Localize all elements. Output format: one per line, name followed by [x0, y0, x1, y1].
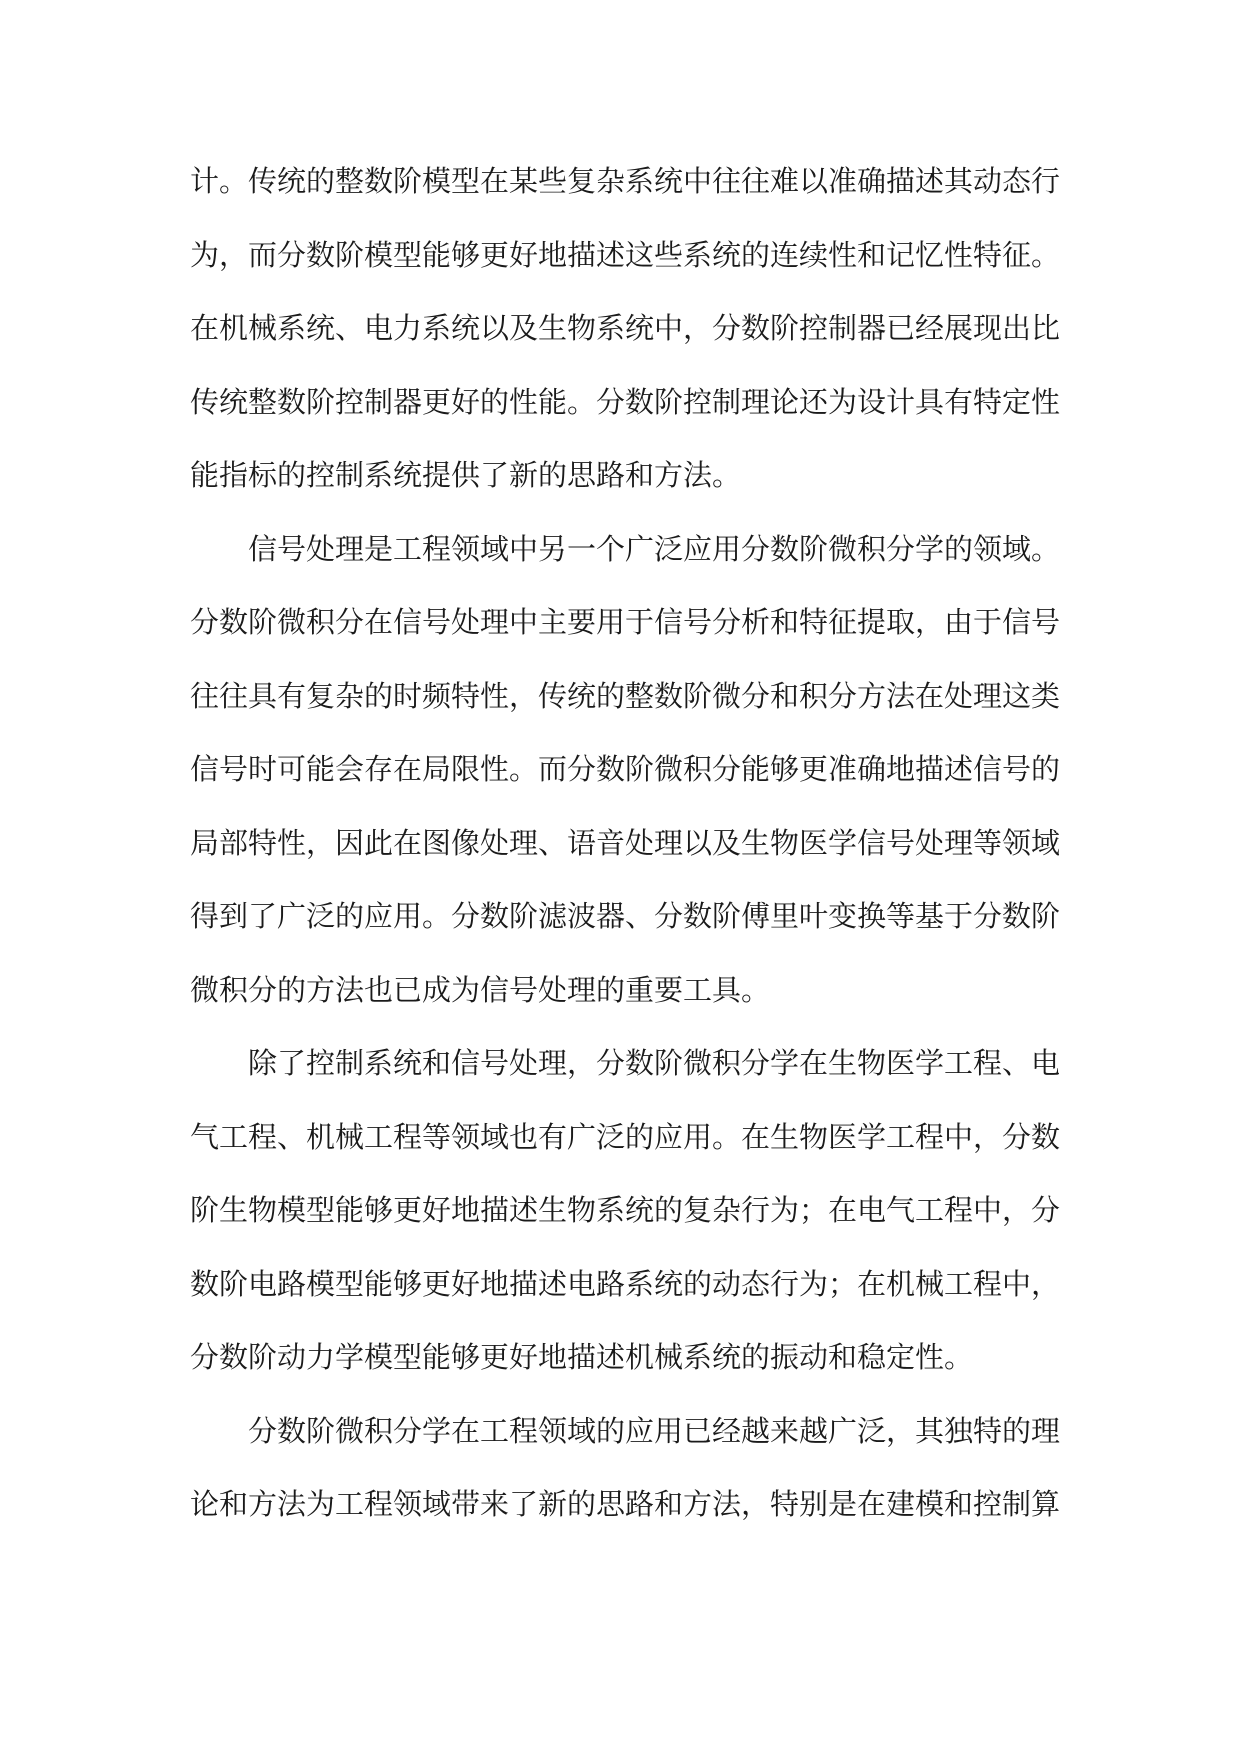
text-line: 在机械系统、电力系统以及生物系统中，分数阶控制器已经展现出比 — [190, 311, 1061, 345]
text-line: 传统整数阶控制器更好的性能。分数阶控制理论还为设计具有特定性 — [190, 384, 1061, 419]
text-line: 分数阶微积分在信号处理中主要用于信号分析和特征提取，由于信号 — [190, 605, 1061, 639]
text-line: 微积分的方法也已成为信号处理的重要工具。 — [190, 972, 771, 1007]
paragraph-first-line: 除了控制系统和信号处理，分数阶微积分学在生物医学工程、电 — [248, 1046, 1061, 1080]
paragraph-first-line: 信号处理是工程领域中另一个广泛应用分数阶微积分学的领域。 — [248, 531, 1061, 566]
text-line: 能指标的控制系统提供了新的思路和方法。 — [190, 458, 742, 492]
text-line: 往往具有复杂的时频特性，传统的整数阶微分和积分方法在处理这类 — [190, 678, 1061, 713]
paragraph-first-line: 分数阶微积分学在工程领域的应用已经越来越广泛，其独特的理 — [248, 1413, 1061, 1448]
text-line: 阶生物模型能够更好地描述生物系统的复杂行为；在电气工程中，分 — [190, 1193, 1061, 1227]
body-text — [190, 145, 1060, 1542]
text-line: 为，而分数阶模型能够更好地描述这些系统的连续性和记忆性特征。 — [190, 237, 1061, 272]
text-line: 得到了广泛的应用。分数阶滤波器、分数阶傅里叶变换等基于分数阶 — [190, 899, 1061, 933]
text-line: 数阶电路模型能够更好地描述电路系统的动态行为；在机械工程中， — [190, 1266, 1061, 1301]
text-line: 信号时可能会存在局限性。而分数阶微积分能够更准确地描述信号的 — [190, 752, 1061, 786]
text-line: 局部特性，因此在图像处理、语音处理以及生物医学信号处理等领域 — [190, 825, 1061, 860]
text-line: 论和方法为工程领域带来了新的思路和方法，特别是在建模和控制算 — [190, 1487, 1061, 1521]
text-line: 计。传统的整数阶模型在某些复杂系统中往往难以准确描述其动态行 — [190, 164, 1061, 198]
text-line: 气工程、机械工程等领域也有广泛的应用。在生物医学工程中，分数 — [190, 1119, 1061, 1154]
text-line: 分数阶动力学模型能够更好地描述机械系统的振动和稳定性。 — [190, 1340, 974, 1374]
